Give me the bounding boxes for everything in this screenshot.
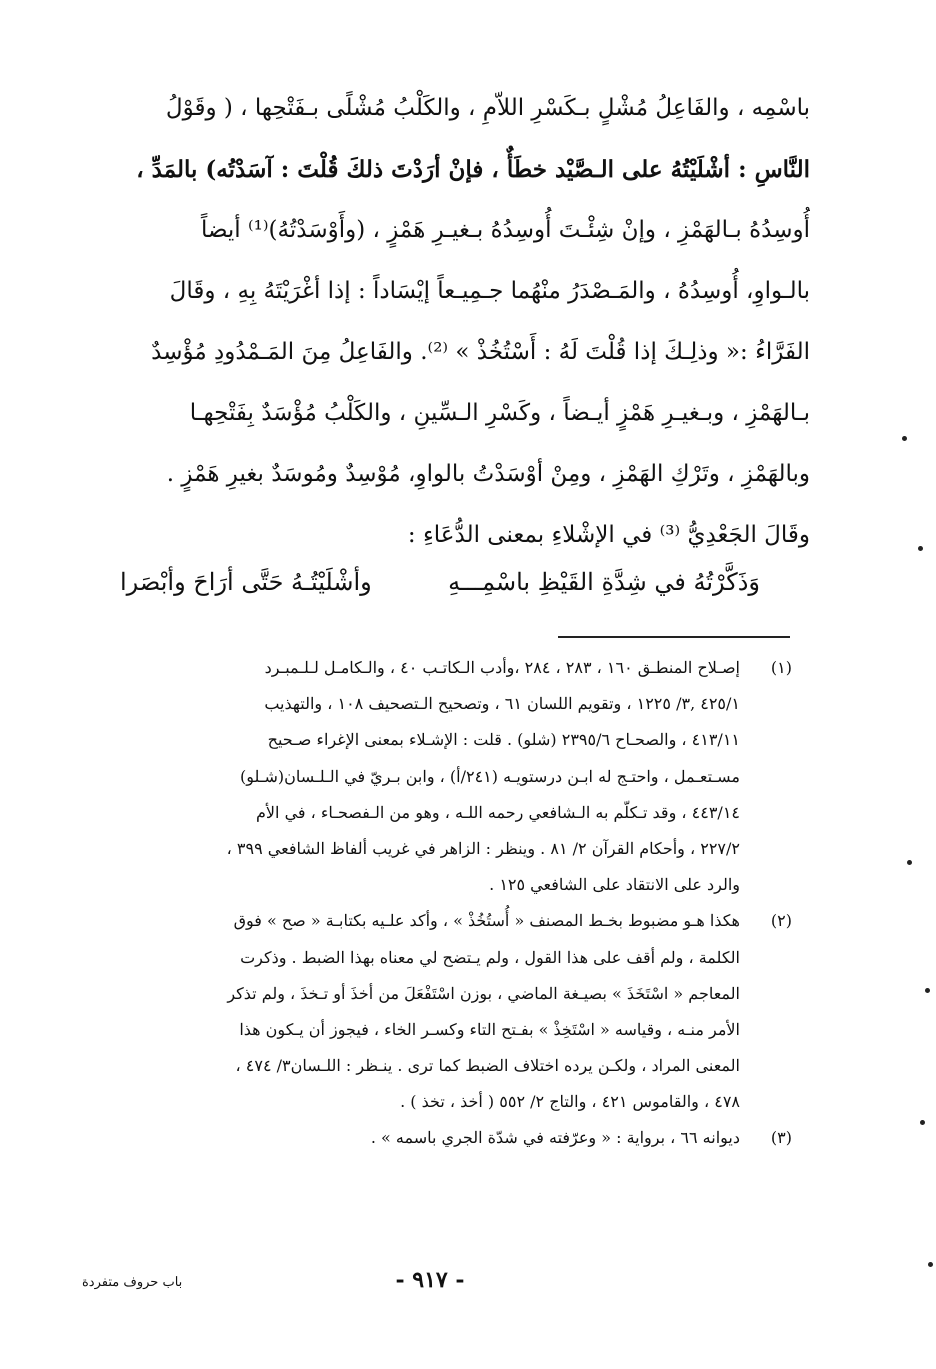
footnote-line: المعاجم « اسْتَخَذَ » بصيـغة الماضي ، بوزن اسْتَفْعَلَ من أخذَ أو تـخذَ ، ولم تذكر	[227, 983, 740, 1003]
footnote-line: ٤٤٣/١٤ ، وقد تـكلّم به الـشافعي رحمه اللـه ، وهو من الـفصحـاء ، في الأم	[256, 802, 740, 822]
footnote-1	[80, 650, 792, 903]
footnote-line: الكلمة ، ولم أقف على هذا القول ، ولم يـتضح لي معناه بهذا الضبط . وذكرت	[240, 947, 740, 967]
footnote-line: المعنى المراد ، ولكـن يرده اختلاف الضبط كما ترى . ينـظر : اللـسان٣/ ٤٧٤ ،	[235, 1056, 740, 1076]
main-line: وبالهَمْزِ ، وتَرْكِ الهَمْزِ ، ومِنْ أوْسَدْتُ بالواوِ، مُوْسِدٌ ومُوسَدٌ بغيرِ هَمْزٍ .	[166, 461, 810, 487]
footnote-body	[80, 1120, 740, 1156]
margin-speck	[925, 988, 930, 993]
poetry-verse	[120, 552, 760, 612]
footnote-line: هكذا هـو مضبوط بخـط المصنف « أُستُخُذْ » ، وأكد علـيه بكتابـة « صح » فوق	[233, 911, 740, 931]
verse-second-hemistich: وأشْلَيْتُـهُ حَتَّى أرَاحَ وأبْصَرا	[120, 568, 372, 596]
margin-speck	[918, 546, 923, 551]
footnote-line: ٤١٣/١١ ، والصحـاح ٢٣٩٥/٦ (شلو) . قلت : الإشـلاء بمعنى الإغراء صـحيح	[267, 730, 740, 750]
main-line: النَّاسِ : أشْلَيْتُهُ على الـصَّيْد خطَأٌ ، فإنْ أرَدْتَ ذلكَ قُلْتَ : آسَدْتُه) بالمَدِّ ،	[136, 156, 810, 183]
footnote-line: ٤٧٨ ، والقاموس ٤٢١ ، والتاج ٢/ ٥٥٢ ( أخذ ، تخذ ) .	[400, 1092, 740, 1112]
footnote-line: الأمر منـه ، وقياسه « اسْتَخِذْ » بفـتح التاء وكسـر الخاء ، فيجوز أن يـكون هذا	[239, 1019, 740, 1039]
main-line: وقَالَ الجَعْدِيُّ ⁽³⁾ في الإشْلاءِ بمعنى الدُّعَاءِ :	[407, 522, 810, 548]
footnote-body	[80, 903, 740, 1120]
main-line: الفَرَّاءُ :« وذلِـكَ إذا قُلْتَ لَهُ : أَسْتُخُذْ » ⁽²⁾. والفَاعِلُ مِنَ المَـمْدُودِ مُؤْسِدٌ	[151, 339, 810, 365]
running-footer: باب حروف متفردة	[82, 1275, 183, 1290]
footnote-number: (٣)	[770, 1128, 792, 1148]
main-line: بـالهَمْزِ ، وبـغيـرِ هَمْزٍ أيـضاً ، وكَسْرِ الـسِّينِ ، والكَلْبُ مُؤْسَدٌ بِفَتْحِهـا	[189, 400, 810, 426]
footnote-line: ديوانه ٦٦ ، برواية : « وعرّفته في شدّة الجري باسمه » .	[370, 1128, 740, 1148]
footnote-body	[80, 650, 740, 903]
footnotes	[80, 650, 792, 1157]
main-text	[110, 78, 810, 566]
footnote-number: (٢)	[770, 911, 792, 931]
footnote-line: ٤٢٥/١ ,٣/ ١٢٢٥ ، وتقويم اللسان ٦١ ، وتصحيح الـتصحيف ١٠٨ ، والتهذيب	[264, 694, 740, 714]
footnote-number: (١)	[770, 658, 792, 677]
main-line: باسْمِه ، والفَاعِلُ مُشْلٍ بـكَسْرِ اللاّمِ ، والكَلْبُ مُشْلًى بـفَتْحِها ، ( وقَوْلُ	[165, 95, 810, 121]
margin-speck	[928, 1262, 933, 1267]
margin-speck	[907, 860, 912, 865]
footnote-line: مسـتعـمل ، واحتـج له ابـن درستويـه (٢٤١/أ) ، وابن بـريّ في الـلـسان(شـلو)	[239, 766, 740, 786]
footnote-2	[80, 903, 792, 1120]
footnote-3	[80, 1120, 792, 1156]
page-number: - ٩١٧ -	[395, 1267, 465, 1293]
main-line: بالـواوِ، أُوسِدُهُ ، والمَـصْدَرُ منْهُما جـمِيـعاً إيْسَاداً : إذا أغْرَيْتَهُ بِهِ ، وقَالَ	[169, 278, 810, 304]
margin-speck	[920, 1120, 925, 1125]
main-line: أُوسِدُهُ بـالهَمْزِ ، وإنْ شِئْـتَ أُوسِدُهُ بـغيـرِ هَمْزٍ ، (وأَوْسَدْتُهُ)⁽¹⁾ أيضاً	[200, 217, 810, 243]
verse-first-hemistich: وَذَكَّرْتُهُ في شِدَّةِ القَيْظِ باسْمِـــهِ	[448, 568, 760, 596]
margin-speck	[902, 436, 907, 441]
footnote-line: ٢٢٧/٢ ، وأحكام القرآن ٢/ ٨١ . وينظر : الزاهر في غريب ألفاظ الشافعي ٣٩٩ ،	[226, 838, 740, 858]
footnote-line: إصـلاح المنطـق ١٦٠ ، ٢٨٣ ، ٢٨٤ ،وأدب الـكاتـب ٤٠ ، والـكامـل لـلـمبـرد	[264, 658, 740, 677]
footnote-separator	[558, 636, 790, 638]
footnote-line: والرد على الانتقاد على الشافعي ١٢٥ .	[489, 875, 740, 895]
